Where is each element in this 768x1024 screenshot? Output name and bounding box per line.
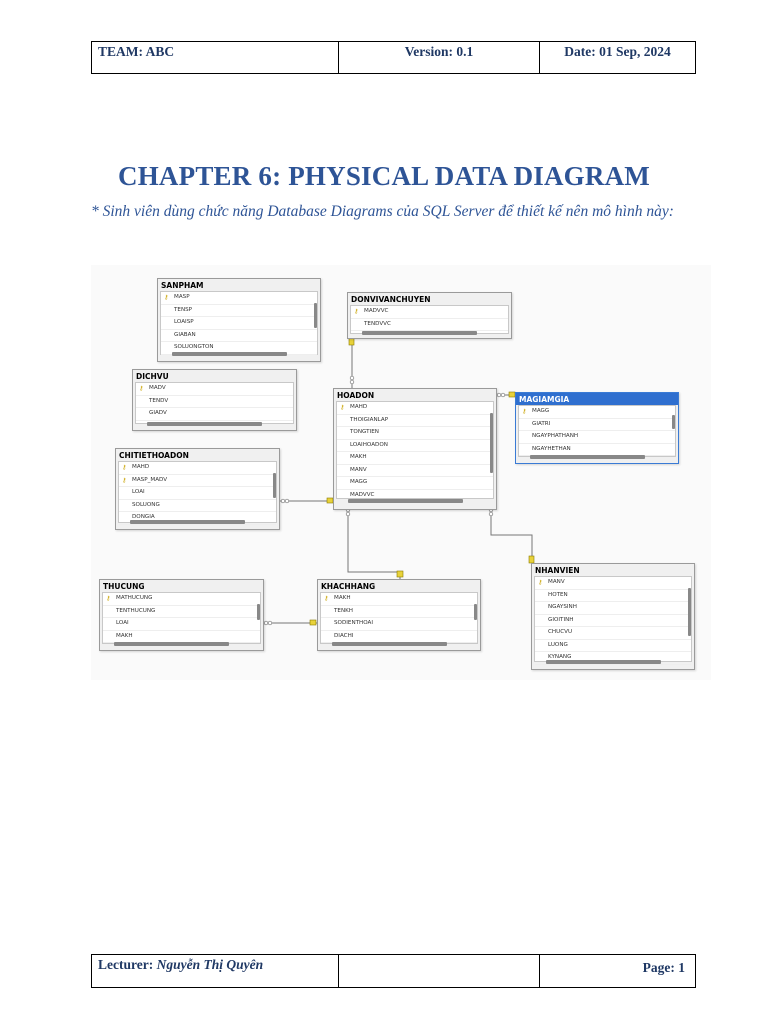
horizontal-scrollbar[interactable] [147,422,262,426]
column-row: TENTHUCUNG [103,606,260,619]
table-magiamgia[interactable] [515,392,679,464]
table-title: SANPHAM [161,281,204,290]
rel-hoadon-khachhang [348,510,400,581]
column-row: TONGTIEN [337,427,493,440]
table-title: DICHVU [136,372,169,381]
column-row: MADVVC [337,490,493,500]
table-title: HOADON [337,391,375,400]
vertical-scrollbar[interactable] [273,473,276,498]
table-title: THUCUNG [103,582,145,591]
table-khachhang[interactable] [317,579,481,651]
horizontal-scrollbar[interactable] [348,499,463,503]
column-row: GIOITINH [535,615,691,628]
vertical-scrollbar[interactable] [314,303,317,328]
column-row: LOAI [103,618,260,631]
vertical-scrollbar[interactable] [688,588,691,636]
key-icon: ⚷ [139,385,144,392]
table-chitiethoadon[interactable] [115,448,280,530]
column-row: KYNANG [535,652,691,665]
table-hoadon[interactable] [333,388,497,510]
table-title: KHACHHANG [321,582,376,591]
footer-empty-cell [339,955,540,987]
key-icon [310,620,316,625]
key-icon: ⚷ [122,464,127,471]
horizontal-scrollbar[interactable] [130,520,245,524]
page-number: Page: 1 [642,960,685,975]
column-row: MAKH [103,631,260,644]
key-icon [349,338,354,345]
column-row: DIACHI [321,631,477,644]
column-row: TENDVVC [351,319,508,332]
table-title: MAGIAMGIA [516,393,678,405]
table-dichvu[interactable] [132,369,297,431]
key-icon: ⚷ [106,595,111,602]
column-row: DONGIA [119,512,276,525]
table-donvivanchuyen[interactable] [347,292,512,339]
key-icon: ⚷ [324,595,329,602]
table-title: DONVIVANCHUYEN [351,295,431,304]
column-row: SODIENTHOAI [321,618,477,631]
column-row: TENKH [321,606,477,619]
lecturer-label: Lecturer: [98,957,154,972]
table-title: NHANVIEN [535,566,580,575]
column-row: HOTEN [535,590,691,603]
column-row: THOIGIANLAP [337,415,493,428]
column-row: GIATRI [519,419,675,432]
footer-table [91,954,696,988]
column-row: LOAISP [161,317,317,330]
team-cell: TEAM: ABC [92,42,339,73]
column-row: ⚷ MASP_MADV [119,475,276,488]
column-row: ⚷ MANV [535,577,691,590]
column-row: ⚷ MAHD [337,402,493,415]
column-row: MAKH [337,452,493,465]
table-thucung[interactable] [99,579,264,651]
horizontal-scrollbar[interactable] [362,331,477,335]
column-row: ⚷ MAGG [519,406,675,419]
column-row: CHUCVU [535,627,691,640]
vertical-scrollbar[interactable] [474,604,477,620]
horizontal-scrollbar[interactable] [172,352,287,356]
key-icon: ⚷ [340,404,345,411]
rel-hoadon-nhanvien [491,510,532,563]
key-icon: ⚷ [538,579,543,586]
column-row: MAGG [337,477,493,490]
date-cell: Date: 01 Sep, 2024 [564,44,671,59]
column-row: GIABAN [161,330,317,343]
page-title: CHAPTER 6: PHYSICAL DATA DIAGRAM [118,161,650,191]
horizontal-scrollbar[interactable] [332,642,447,646]
horizontal-scrollbar[interactable] [546,660,661,664]
lecturer-name: Nguyễn Thị Quyên [156,957,264,972]
column-row: LOAI [119,487,276,500]
key-icon: ⚷ [354,308,359,315]
column-row: GIADV [136,408,293,421]
column-row: TENSP [161,305,317,318]
column-row: NGAYSINH [535,602,691,615]
column-row: ⚷ MADVVC [351,306,508,319]
instruction-note: * Sinh viên dùng chức năng Database Diagrams của SQL Server để thiết kế nên mô hình này: [91,203,674,220]
lecturer-cell [92,955,339,987]
column-row: SOLUONG [119,500,276,513]
column-row: ⚷ MADV [136,383,293,396]
table-nhanvien[interactable] [531,563,695,670]
database-diagram [91,265,711,680]
column-row: TENDV [136,396,293,409]
key-icon [397,571,403,577]
table-sanpham[interactable] [157,278,321,362]
key-icon [529,556,534,563]
column-row: LOAIHOADON [337,440,493,453]
header-table [91,41,696,74]
column-row: NGAYPHATHANH [519,431,675,444]
column-row: ⚷ MAHD [119,462,276,475]
key-icon: ⚷ [122,476,127,484]
horizontal-scrollbar[interactable] [114,642,229,646]
table-title: CHITIETHOADON [119,451,189,460]
column-row: LUONG [535,640,691,653]
column-row: ⚷ MASP [161,292,317,305]
column-row: SOLUONGTON [161,342,317,355]
key-icon: ⚷ [164,294,169,301]
vertical-scrollbar[interactable] [490,413,493,473]
vertical-scrollbar[interactable] [257,604,260,620]
column-row: ⚷ MAKH [321,593,477,606]
column-row: NGAYHETHAN [519,444,675,457]
column-row: MANV [337,465,493,478]
column-row: ⚷ MATHUCUNG [103,593,260,606]
horizontal-scrollbar[interactable] [530,455,645,459]
vertical-scrollbar[interactable] [672,415,675,429]
key-icon: ⚷ [522,408,527,415]
version-cell: Version: 0.1 [339,42,540,73]
